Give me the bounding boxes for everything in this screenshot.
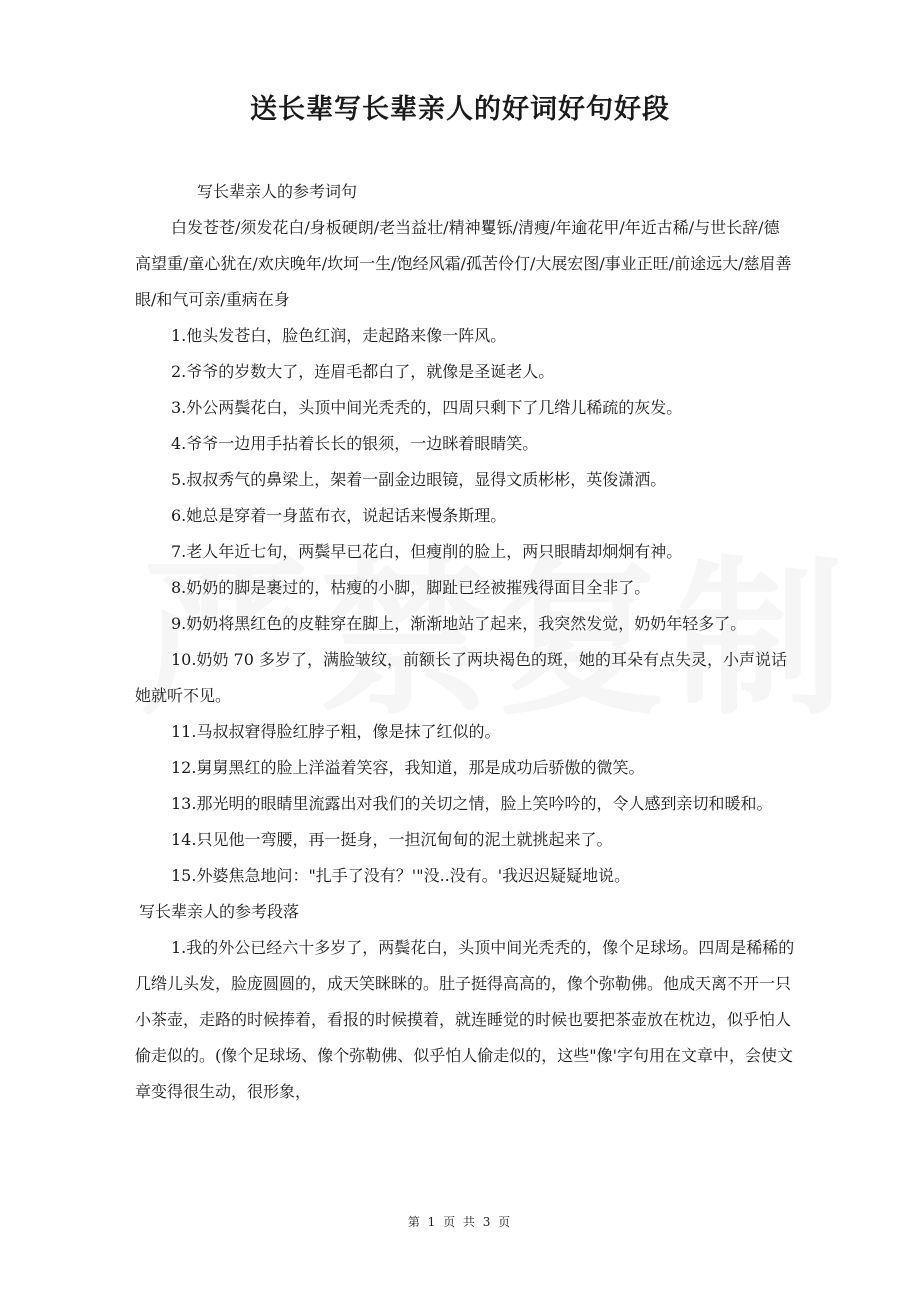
sentence-item: 9.奶奶将黑红色的皮鞋穿在脚上，渐渐地站了起来，我突然发觉，奶奶年轻多了。	[171, 614, 747, 633]
sentence-item: 13.那光明的眼睛里流露出对我们的关切之情，脸上笑吟吟的，令人感到亲切和暖和。	[171, 794, 773, 813]
sentence-item: 5.叔叔秀气的鼻梁上，架着一副金边眼镜，显得文质彬彬，英俊潇洒。	[171, 470, 667, 489]
sentence-item: 2.爷爷的岁数大了，连眉毛都白了，就像是圣诞老人。	[171, 362, 555, 381]
sentence-item: 12.舅舅黑红的脸上洋溢着笑容，我知道，那是成功后骄傲的微笑。	[171, 758, 645, 777]
section-heading: 写长辈亲人的参考词句	[197, 182, 358, 201]
sentence-item: 4.爷爷一边用手拈着长长的银须，一边眯着眼睛笑。	[171, 434, 539, 453]
sentence-item: 6.她总是穿着一身蓝布衣，说起话来慢条斯理。	[171, 506, 507, 525]
example-paragraph: 1.我的外公已经六十多岁了，两鬓花白，头顶中间光秃秃的，像个足球场。四周是稀稀的几绺儿头发，脸庞圆圆的，成天笑眯眯的。肚子挺得高高的，像个弥勒佛。他成天离不开一只小茶壶，走路的时候捧着，看报的时候摸着，就连睡觉的时候也要把茶壶放在枕边，似乎怕人偷走似的。(像个足球场、像个弥勒佛、似乎怕人偷走似的，这些"像'字句用在文章中，会使文章变得很生动，很形象，	[135, 938, 795, 1101]
sentence-item: 3.外公两鬓花白，头顶中间光秃秃的，四周只剩下了几绺儿稀疏的灰发。	[171, 398, 683, 417]
sentence-item: 1.他头发苍白，脸色红润，走起路来像一阵风。	[171, 326, 507, 345]
sentence-item: 7.老人年近七旬，两鬓早已花白，但瘦削的脸上，两只眼睛却炯炯有神。	[171, 542, 683, 561]
vocabulary-paragraph: 白发苍苍/须发花白/身板硬朗/老当益壮/精神矍铄/清瘦/年逾花甲/年近古稀/与世长辞/德高望重/童心犹在/欢庆晚年/坎坷一生/饱经风霜/孤苦伶仃/大展宏图/事业正旺/前途远大/慈眉善眼/和气可亲/重病在身	[135, 218, 792, 309]
sentence-item: 11.马叔叔窘得脸红脖子粗，像是抹了红似的。	[171, 722, 501, 741]
page-number-footer: 第 1 页 共 3 页	[407, 1215, 513, 1229]
sentence-item: 10.奶奶 70 多岁了，满脸皱纹，前额长了两块褐色的斑，她的耳朵有点失灵，小声说话她就听不见。	[135, 650, 787, 705]
document-body	[135, 174, 795, 1110]
sentence-item: 8.奶奶的脚是裹过的，枯瘦的小脚，脚趾已经被摧残得面目全非了。	[171, 578, 651, 597]
sentence-item: 15.外婆焦急地问："扎手了没有？'"没..没有。'我迟迟疑疑地说。	[171, 866, 631, 885]
section-heading: 写长辈亲人的参考段落	[139, 902, 300, 921]
page-title: 送长辈写长辈亲人的好词好句好段	[250, 94, 670, 125]
sentence-item: 14.只见他一弯腰，再一挺身，一担沉甸甸的泥土就挑起来了。	[171, 830, 613, 849]
